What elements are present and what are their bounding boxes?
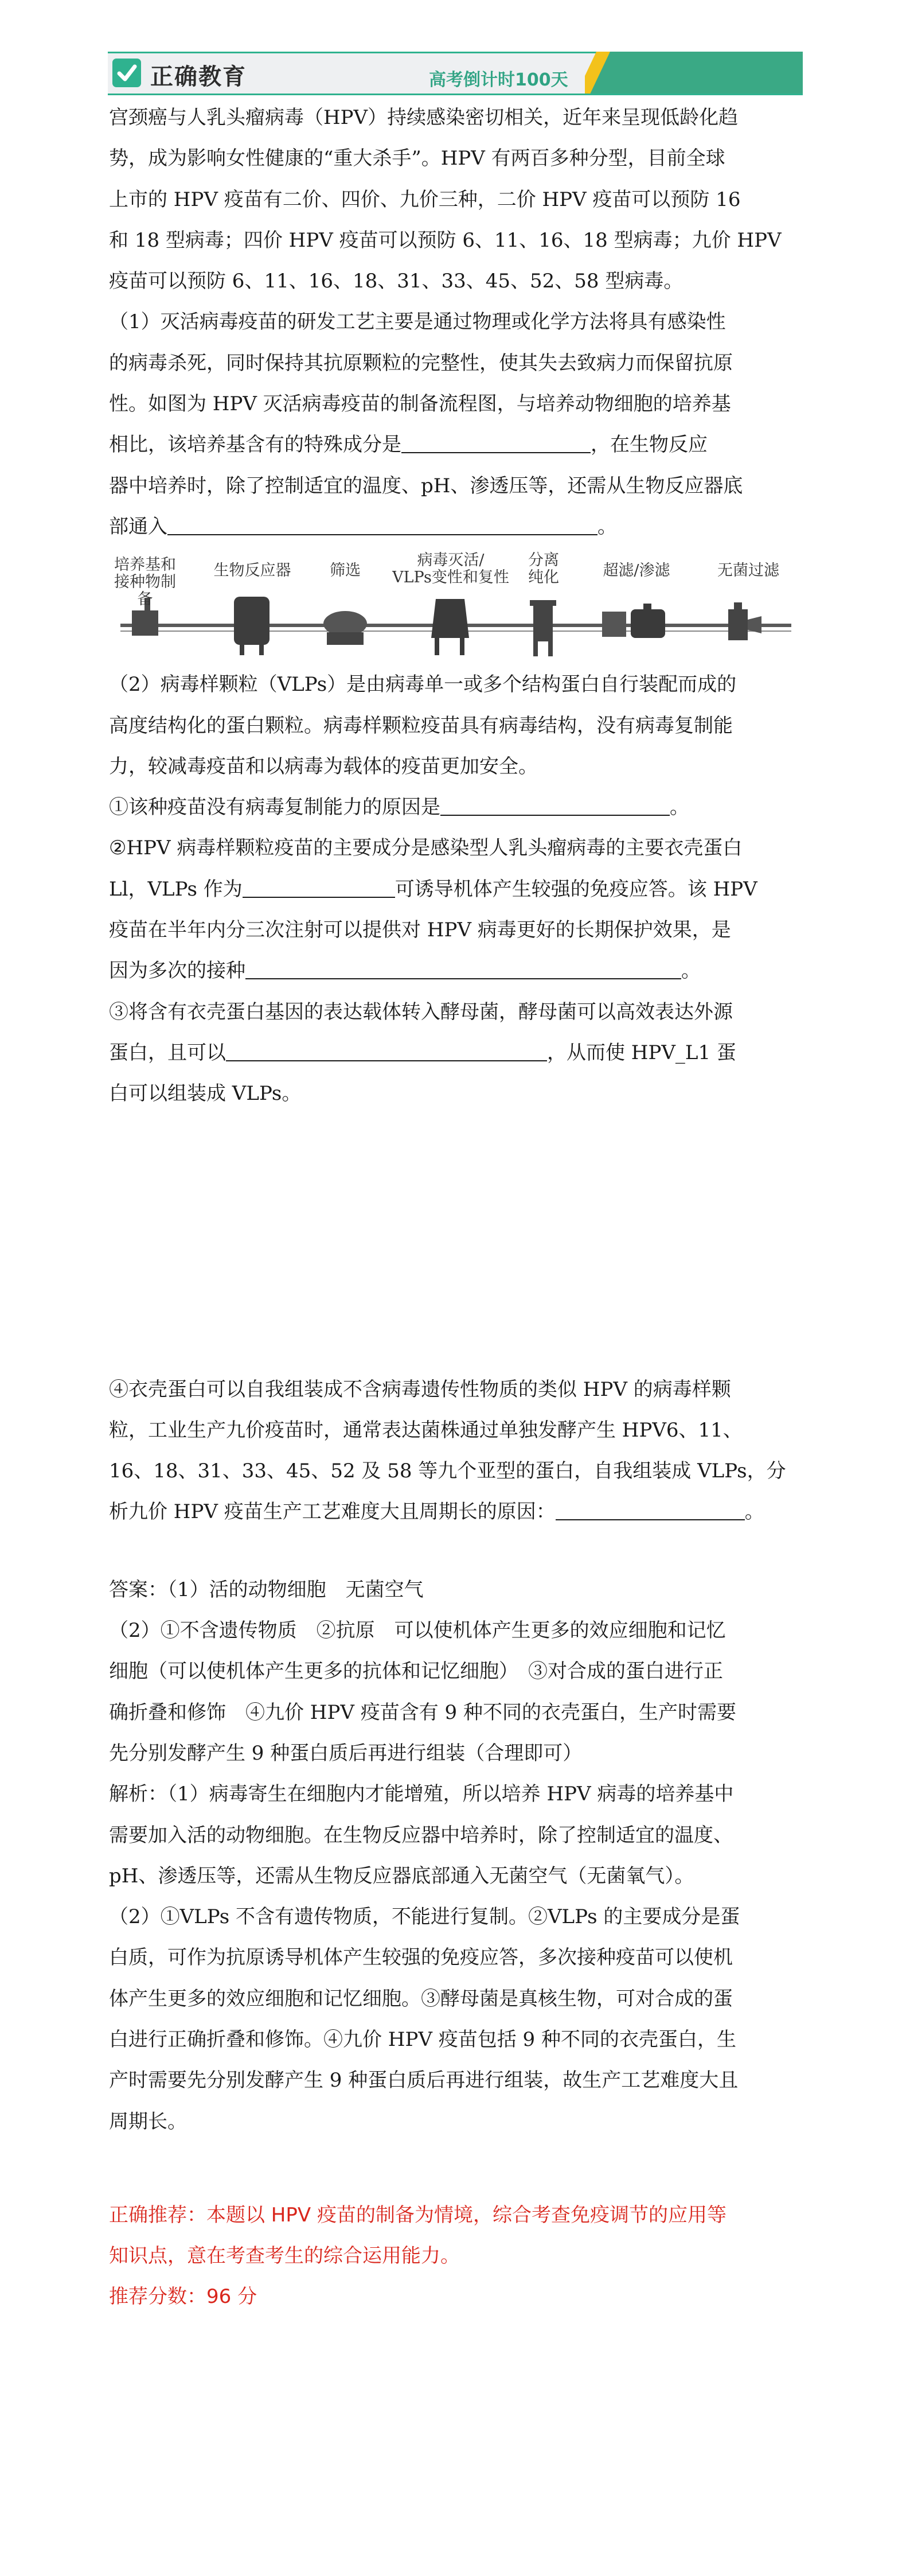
q2-line: （2）病毒样颗粒（VLPs）是由病毒单一或多个结构蛋白自行装配而成的 (109, 673, 737, 696)
logo-name: 正确教育 (150, 64, 247, 90)
intro-line: 上市的 HPV 疫苗有二价、四价、九价三种，二价 HPV 疫苗可以预防 16 (109, 188, 741, 211)
q1-text: ，在生物反应 (591, 433, 708, 457)
q2-sub3 (109, 1033, 803, 1073)
answer-blank[interactable] (556, 1500, 745, 1520)
q2-text: ，从而使 HPV_L1 蛋 (547, 1041, 736, 1064)
blank-space (109, 1533, 803, 1570)
answer-line: 确折叠和修饰 ④九价 HPV 疫苗含有 9 种不同的衣壳蛋白，生产时需要 (109, 1701, 736, 1724)
blank-space (109, 2142, 803, 2195)
sterile-filter-icon (728, 602, 761, 640)
q2-text: 。 (681, 959, 701, 983)
analysis-line: pH、渗透压等，还需从生物反应器底部通入无菌空气（无菌氧气）。 (109, 1864, 694, 1888)
q1-line: 的病毒杀死，同时保持其抗原颗粒的完整性，使其失去致病力而保留抗原 (109, 351, 733, 375)
q2-line: 16、18、31、33、45、52 及 58 等九个亚型的蛋白，自我组装成 VLPs，分 (109, 1460, 786, 1483)
answer-blank[interactable] (245, 959, 681, 979)
answer-blank[interactable] (167, 515, 597, 535)
bioreactor-icon (234, 597, 270, 655)
q2-text: 因为多次的接种 (109, 959, 245, 983)
flow-step-label: 分离 纯化 (528, 551, 559, 587)
q1-line: 器中培养时，除了控制适宜的温度、pH、渗透压等，还需从生物反应器底 (109, 474, 743, 497)
q1-text: 部通入 (109, 515, 167, 538)
answer-blank[interactable] (243, 877, 395, 898)
intro-line: 和 18 型病毒；四价 HPV 疫苗可以预防 6、11、16、18 型病毒；九价 HPV (109, 228, 782, 252)
q1-line: （1）灭活病毒疫苗的研发工艺主要是通过物理或化学方法将具有感染性 (109, 310, 726, 334)
answer-blank[interactable] (440, 795, 670, 816)
q2-sub4-end (109, 1492, 803, 1532)
answer-line: 先分别发酵产生 9 种蛋白质后再进行组装（合理即可） (109, 1741, 583, 1765)
recommend-line: 知识点，意在考查考生的综合运用能力。 (109, 2244, 460, 2268)
analysis-line: 体产生更多的效应细胞和记忆细胞。③酵母菌是真核生物，可对合成的蛋 (109, 1987, 733, 2010)
q2-text: Ll，VLPs 作为 (109, 877, 243, 901)
banner-text: 每日一题 (550, 12, 656, 38)
screening-icon (323, 611, 367, 645)
flow-step-label: 培养基和 接种物制备 (114, 556, 176, 609)
process-flow-diagram (109, 552, 803, 659)
check-icon (112, 59, 141, 87)
header-bottom-stripe (108, 94, 803, 95)
q1-text: 。 (597, 515, 617, 538)
ultrafiltration-icon (602, 604, 665, 638)
analysis-line: 白进行正确折叠和修饰。④九价 HPV 疫苗包括 9 种不同的衣壳蛋白，生 (109, 2028, 736, 2051)
q2-line: 粒，工业生产九价疫苗时，通常表达菌株通过单独发酵产生 HPV6、11、 (109, 1418, 743, 1442)
intro-line: 势，成为影响女性健康的“重大杀手”。HPV 有两百多种分型，目前全球 (109, 147, 725, 170)
q2-text: 。 (744, 1500, 764, 1524)
analysis-line: 白质，可作为抗原诱导机体产生较强的免疫应答，多次接种疫苗可以使机 (109, 1946, 733, 1970)
q1-text: 相比，该培养基含有的特殊成分是 (109, 433, 401, 457)
q2-sub2-end (109, 951, 803, 991)
flow-step-label: 病毒灭活/ VLPs变性和复性 (392, 551, 509, 587)
q2-line: 白可以组装成 VLPs。 (109, 1082, 302, 1106)
q2-line: 高度结构化的蛋白颗粒。病毒样颗粒疫苗具有病毒结构，没有病毒复制能 (109, 714, 733, 737)
q2-line: ②HPV 病毒样颗粒疫苗的主要成分是感染型人乳头瘤病毒的主要衣壳蛋白 (109, 836, 743, 860)
q2-text: 。 (670, 796, 689, 819)
q2-line: ④衣壳蛋白可以自我组装成不含病毒遗传性物质的类似 HPV 的病毒样颗 (109, 1378, 731, 1401)
header-bar (108, 52, 803, 95)
flow-step-label: 筛选 (330, 562, 361, 580)
q2-text: 析九价 HPV 疫苗生产工艺难度大且周期长的原因： (109, 1500, 556, 1524)
answer-line: 答案：（1）活的动物细胞 无菌空气 (109, 1578, 424, 1601)
q1-line: 性。如图为 HPV 灭活病毒疫苗的制备流程图，与培养动物细胞的培养基 (109, 392, 731, 416)
countdown-text: 高考倒计时100天 (429, 70, 568, 90)
analysis-line: 解析：（1）病毒寄生在细胞内才能增殖，所以培养 HPV 病毒的培养基中 (109, 1783, 734, 1806)
analysis-line: 周期长。 (109, 2110, 187, 2133)
intro-line: 疫苗可以预防 6、11、16、18、31、33、45、52、58 型病毒。 (109, 270, 684, 293)
answer-blank[interactable] (226, 1041, 547, 1061)
q2-line: ③将含有衣壳蛋白基因的表达载体转入酵母菌，酵母菌可以高效表达外源 (109, 1000, 733, 1024)
q2-line: 力，较减毒疫苗和以病毒为载体的疫苗更加安全。 (109, 754, 538, 778)
q2-text: ①该种疫苗没有病毒复制能力的原因是 (109, 796, 440, 819)
flow-step-label: 无菌过滤 (717, 562, 779, 580)
q2-sub1 (109, 787, 803, 828)
flow-step-label: 生物反应器 (213, 562, 291, 580)
analysis-line: 需要加入活的动物细胞。在生物反应器中培养时，除了控制适宜的温度、 (109, 1823, 733, 1847)
q2-line: 疫苗在半年内分三次注射可以提供对 HPV 病毒更好的长期保护效果，是 (109, 919, 731, 942)
flow-step-label: 超滤/渗滤 (603, 562, 670, 580)
answer-blank[interactable] (401, 433, 591, 453)
q1-line-6 (109, 507, 803, 547)
recommend-score: 推荐分数：96 分 (109, 2285, 257, 2309)
q2-text: 可诱导机体产生较强的免疫应答。该 HPV (395, 877, 757, 901)
question-content (109, 98, 803, 2318)
analysis-line: 产时需要先分别发酵产生 9 种蛋白质后再进行组装，故生产工艺难度大且 (109, 2069, 739, 2092)
recommend-line: 正确推荐：本题以 HPV 疫苗的制备为情境，综合考查免疫调节的应用等 (109, 2203, 727, 2227)
inactivation-icon (431, 599, 469, 655)
answer-line: （2）①不含遗传物质 ②抗原 可以使机体产生更多的效应细胞和记忆 (109, 1619, 726, 1643)
purification-icon (530, 600, 556, 656)
q2-sub2 (109, 869, 803, 910)
analysis-line: （2）①VLPs 不含有遗传物质，不能进行复制。②VLPs 的主要成分是蛋 (109, 1905, 740, 1929)
blank-space (109, 1115, 803, 1369)
answer-line: 细胞（可以使机体产生更多的抗体和记忆细胞） ③对合成的蛋白进行正 (109, 1660, 723, 1683)
q1-line-4 (109, 425, 803, 465)
q2-text: 蛋白，且可以 (109, 1041, 226, 1064)
intro-line: 宫颈癌与人乳头瘤病毒（HPV）持续感染密切相关，近年来呈现低龄化趋 (109, 106, 739, 129)
banner-shape (585, 52, 803, 95)
